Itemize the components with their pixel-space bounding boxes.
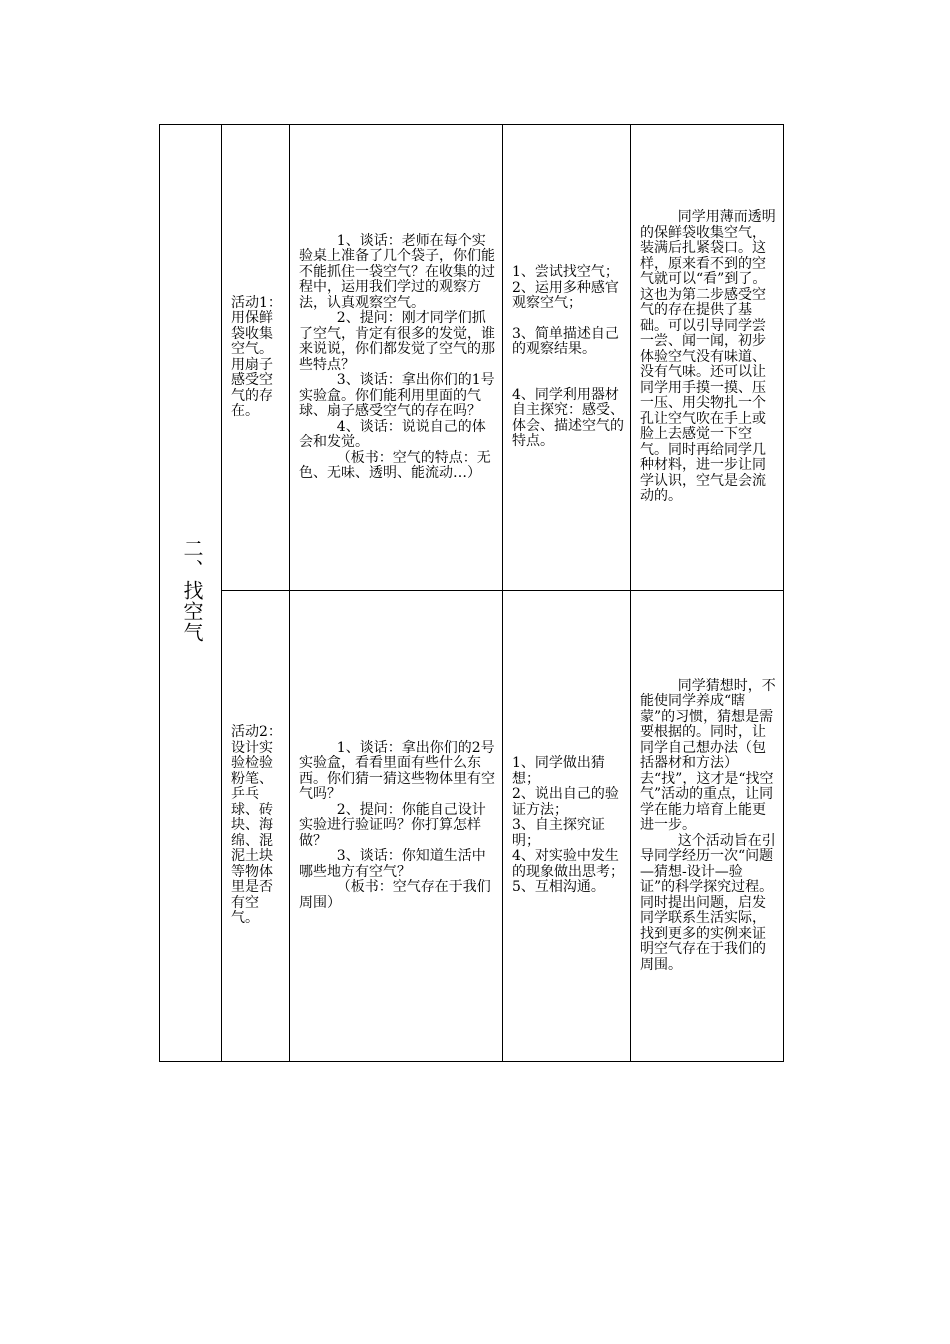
section-title: 二、找空气 xyxy=(180,538,204,644)
student-step: 1、尝试找空气； xyxy=(512,264,619,281)
design-note: 同学用薄而透明的保鲜袋收集空气，装满后扎紧袋口。这样，原来看不到的空气就可以“看”到了。这也为第二步感受空气的存在提供了基础。可以引导同学尝一尝、闻一闻，初步体验空气没有味道、没有气味。还可以让同学用手摸一摸、压一压、用尖物扎一个孔让空气吹在手上或脸上去感觉一下空气。同时再给同学几种材料，进一步让同学认识，空气是会流动的。 xyxy=(640,209,776,505)
student-activity-cell xyxy=(503,125,631,591)
design-note: 这个活动旨在引导同学经历一次“问题—猜想-设计—验证”的科学探究过程。同时提出问题，启发同学联系生活实际，找到更多的实例来证明空气存在于我们的周围。 xyxy=(640,832,776,973)
blackboard-note: （板书：空气存在于我们周围） xyxy=(299,879,491,911)
student-step: 2、说出自己的验证方法； xyxy=(512,786,619,818)
student-step: 2、运用多种感官观察空气； xyxy=(512,279,619,312)
lesson-plan-table xyxy=(159,124,784,1062)
activity-cell xyxy=(222,125,290,591)
activity-text: 活动1：用保鲜袋收集空气。用扇子感受空气的存在。 xyxy=(231,294,282,419)
design-note: 同学猜想时，不能使同学养成“瞎蒙”的习惯，猜想是需要根据的。同时，让同学自己想办法（包括器材和方法）去“找”，这才是“找空气”活动的重点，让同学在能力培育上能更进一步。 xyxy=(640,677,776,834)
teacher-activity-cell xyxy=(290,591,503,1062)
teacher-step: 4、谈话：说说自己的体会和发觉。 xyxy=(299,418,486,450)
teacher-step: 1、谈话：拿出你们的2号实验盒，看看里面有些什么东西。你们猜一猜这些物体里有空气吗？ xyxy=(299,739,495,803)
blackboard-note: （板书：空气的特点：无色、无味、透明、能流动…） xyxy=(299,449,491,481)
table-row xyxy=(160,591,784,1062)
teacher-step: 3、谈话：你知道生活中哪些地方有空气？ xyxy=(299,848,486,880)
student-step: 3、简单描述自己的观察结果。 xyxy=(512,325,619,358)
spacer xyxy=(512,373,624,388)
activity-cell xyxy=(222,591,290,1062)
section-title-cell xyxy=(160,125,222,1062)
teacher-step: 2、提问：刚才同学们抓了空气，肯定有很多的发觉，谁来说说，你们都发觉了空气的那些特点？ xyxy=(299,310,495,373)
teacher-step: 2、提问：你能自己设计实验进行验证吗？你打算怎样做？ xyxy=(299,801,486,849)
spacer xyxy=(512,358,624,373)
table-row xyxy=(160,125,784,591)
design-intent-cell xyxy=(631,591,784,1062)
design-intent-cell xyxy=(631,125,784,591)
student-step: 4、对实验中发生的现象做出思考； xyxy=(512,848,624,880)
teacher-activity-cell xyxy=(290,125,503,591)
teacher-step: 1、谈话：老师在每个实验桌上准备了几个袋子，你们能不能抓住一袋空气？在收集的过程中，运用我们学过的观察方法，认真观察空气。 xyxy=(299,232,495,311)
student-step: 5、互相沟通。 xyxy=(512,879,605,896)
student-step: 1、同学做出猜想； xyxy=(512,755,605,787)
student-step: 3、自主探究证明； xyxy=(512,817,605,849)
student-step: 4、同学利用器材自主探究：感受、体会、描述空气的特点。 xyxy=(512,386,624,450)
teacher-step: 3、谈话：拿出你们的1号实验盒。你们能利用里面的气球、扇子感受空气的存在吗？ xyxy=(299,372,495,419)
activity-text: 活动2：设计实验检验粉笔、乒乓球、砖块、海绵、混泥土块等物体里是否有空气。 xyxy=(231,724,282,927)
spacer xyxy=(512,312,624,327)
student-activity-cell xyxy=(503,591,631,1062)
